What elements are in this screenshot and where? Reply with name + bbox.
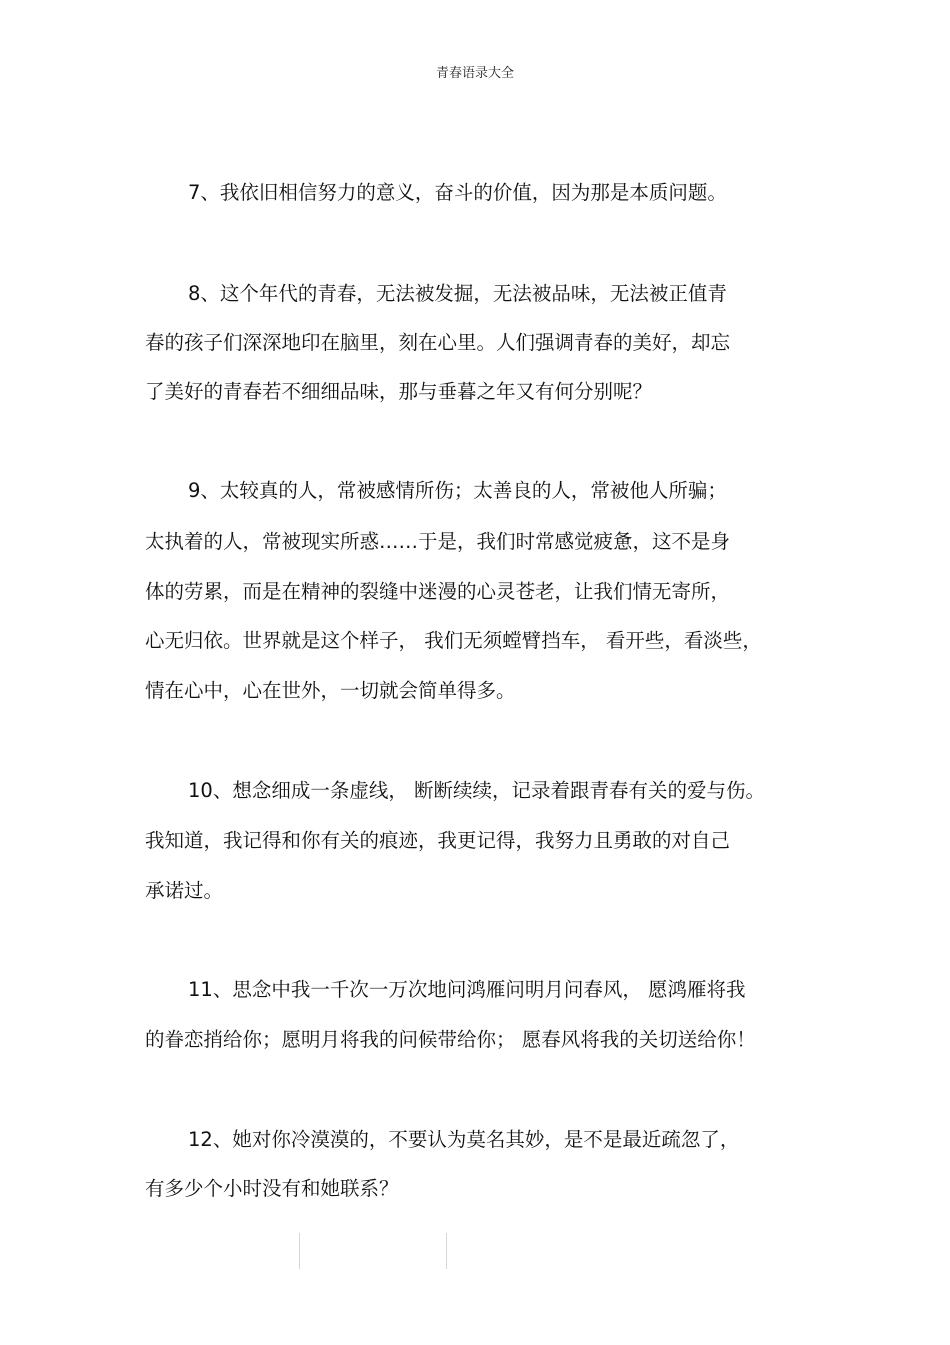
paragraph-line: 承诺过。 xyxy=(145,879,224,902)
paragraph-line: 有多少个小时没有和她联系？ xyxy=(145,1177,399,1200)
paragraph-line: 7、我依旧相信努力的意义，奋斗的价值，因为那是本质问题。 xyxy=(188,181,727,204)
paragraph-line: 8、这个年代的青春，无法被发掘，无法被品味，无法被正值青 xyxy=(188,282,727,305)
paragraph-line: 11、思念中我一千次一万次地问鸿雁问明月问春风， 愿鸿雁将我 xyxy=(188,978,746,1001)
paragraph-line: 的眷恋捎给你；愿明月将我的问候带给你； 愿春风将我的关切送给你！ xyxy=(145,1028,756,1051)
paragraph-line: 12、她对你冷漠漠的，不要认为莫名其妙，是不是最近疏忽了， xyxy=(188,1128,740,1151)
paragraph-line: 10、想念细成一条虚线， 断断续续，记录着跟青春有关的爱与伤。 xyxy=(188,779,766,802)
paragraph-line: 我知道，我记得和你有关的痕迹，我更记得，我努力且勇敢的对自己 xyxy=(145,829,731,852)
paragraph-line: 春的孩子们深深地印在脑里，刻在心里。人们强调青春的美好，却忘 xyxy=(145,331,731,354)
paragraph-line: 体的劳累，而是在精神的裂缝中迷漫的心灵苍老，让我们情无寄所， xyxy=(145,580,731,603)
paragraph-line: 太执着的人，常被现实所惑……于是，我们时常感觉疲惫，这不是身 xyxy=(145,530,731,553)
divider-line-right xyxy=(446,1233,447,1269)
page-header: 青春语录大全 xyxy=(435,66,514,81)
paragraph-line: 情在心中，心在世外，一切就会简单得多。 xyxy=(145,679,516,702)
paragraph-line: 9、太较真的人，常被感情所伤；太善良的人，常被他人所骗； xyxy=(188,479,727,502)
divider-line-left xyxy=(299,1233,300,1269)
paragraph-line: 心无归依。世界就是这个样子， 我们无须螳臂挡车， 看开些，看淡些， xyxy=(145,629,762,652)
paragraph-line: 了美好的青春若不细细品味，那与垂暮之年又有何分别呢？ xyxy=(145,380,653,403)
